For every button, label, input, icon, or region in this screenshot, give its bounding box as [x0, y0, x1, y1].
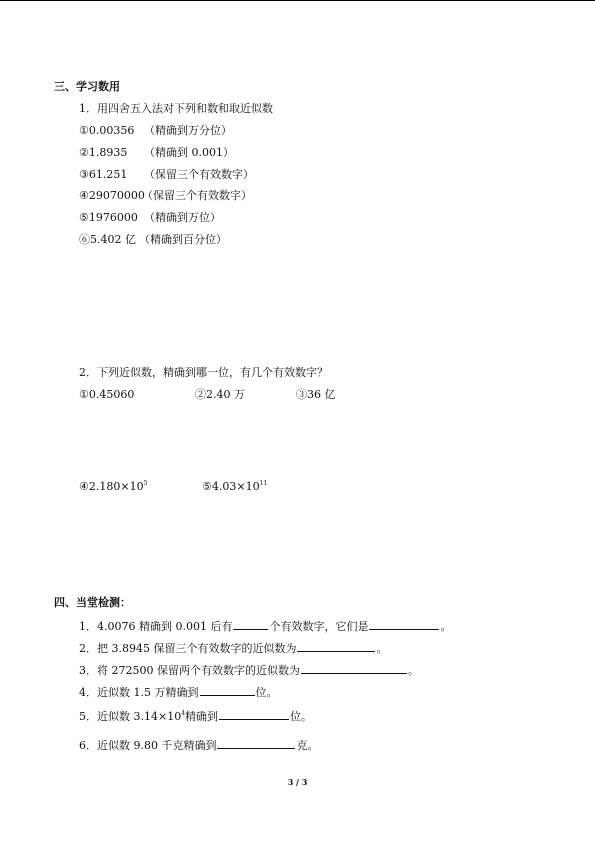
check-q4	[79, 684, 278, 700]
check-q6-text-a: 6．近似数 9.80 千克精确到	[79, 739, 217, 752]
check-q2	[79, 640, 387, 656]
q2-item-3: ③36 亿	[296, 388, 336, 401]
check-q5	[79, 708, 312, 724]
q1-item-1	[79, 124, 232, 138]
q2-row1	[79, 388, 336, 402]
q1-item-2	[79, 146, 234, 160]
q2-stem: 2．下列近似数，精确到哪一位，有几个有效数字？	[79, 366, 328, 379]
check-q3-text-b: 。	[407, 664, 419, 677]
q1-item-6-num: ⑥5.402 亿	[79, 233, 136, 246]
check-q1-text-a: 1．4.0076 精确到 0.001 后有	[79, 620, 233, 633]
q2-item-1: ①0.45060	[79, 388, 135, 401]
q2-item-2: ②2.40 万	[195, 388, 245, 401]
q2-item-4	[79, 480, 147, 493]
q1-item-2-num: ②1.8935	[79, 146, 128, 159]
q1-stem: 1．用四舍五入法对下列和数和取近似数	[79, 102, 273, 115]
check-q1-text-b: 个有效数字，它们是	[269, 620, 369, 633]
header-rule	[0, 0, 595, 1]
q1-item-2-note: （精确到 0.001）	[144, 146, 234, 159]
check-q2-text-a: 2．把 3.8945 保留三个有效数字的近似数为	[79, 642, 297, 655]
q1-item-4-num: ④29070000	[79, 189, 145, 202]
check-q2-text-b: 。	[376, 642, 388, 655]
check-q4-text-b: 位。	[255, 686, 278, 699]
check-q1-blank-1[interactable]	[233, 618, 268, 630]
q1-item-6-note: （精确到百分位）	[139, 233, 227, 246]
check-q1-text-c: 。	[440, 620, 452, 633]
check-q6	[79, 737, 318, 753]
check-q5-text-a: 5．近似数 3.14×10	[79, 710, 182, 723]
page-number: 3 / 3	[287, 777, 308, 787]
q1-item-3-num: ③61.251	[79, 168, 128, 181]
q2-item-5-exp: 11	[259, 480, 268, 487]
q1-item-5-note: （精确到万位）	[144, 211, 221, 224]
q1-item-1-note: （精确到万分位）	[144, 124, 232, 137]
check-q5-exp: 4	[181, 710, 186, 717]
q1-item-3	[79, 168, 254, 182]
q2-item-4-base: ④2.180×10	[79, 480, 144, 493]
check-q6-text-b: 克。	[296, 739, 319, 752]
section4-title: 四、当堂检测：	[54, 596, 131, 609]
check-q5-text-c: 位。	[290, 710, 313, 723]
check-q6-blank[interactable]	[217, 737, 295, 749]
section3-title: 三、学习数用	[54, 80, 120, 93]
q1-item-5	[79, 211, 221, 225]
check-q5-text-b: 精确到	[185, 710, 219, 723]
q1-item-4-note: （保留三个有效数字）	[142, 189, 252, 202]
check-q3	[79, 662, 419, 678]
check-q1	[79, 618, 451, 634]
check-q3-blank[interactable]	[301, 662, 407, 674]
q2-item-4-exp: 5	[143, 480, 148, 487]
check-q4-text-a: 4．近似数 1.5 万精确到	[79, 686, 199, 699]
check-q3-text-a: 3．将 272500 保留两个有效数字的近似数为	[79, 664, 300, 677]
q1-item-3-note: （保留三个有效数字）	[144, 168, 254, 181]
q1-item-1-num: ①0.00356	[79, 124, 135, 137]
q2-item-5	[202, 480, 267, 494]
check-q5-blank[interactable]	[219, 708, 289, 720]
q1-item-6	[79, 233, 227, 247]
check-q1-blank-2[interactable]	[369, 618, 439, 630]
q1-item-4	[79, 189, 252, 203]
q2-item-5-base: ⑤4.03×10	[202, 480, 260, 493]
q1-item-5-num: ⑤1976000	[79, 211, 138, 224]
check-q2-blank[interactable]	[297, 640, 375, 652]
check-q4-blank[interactable]	[200, 684, 255, 696]
